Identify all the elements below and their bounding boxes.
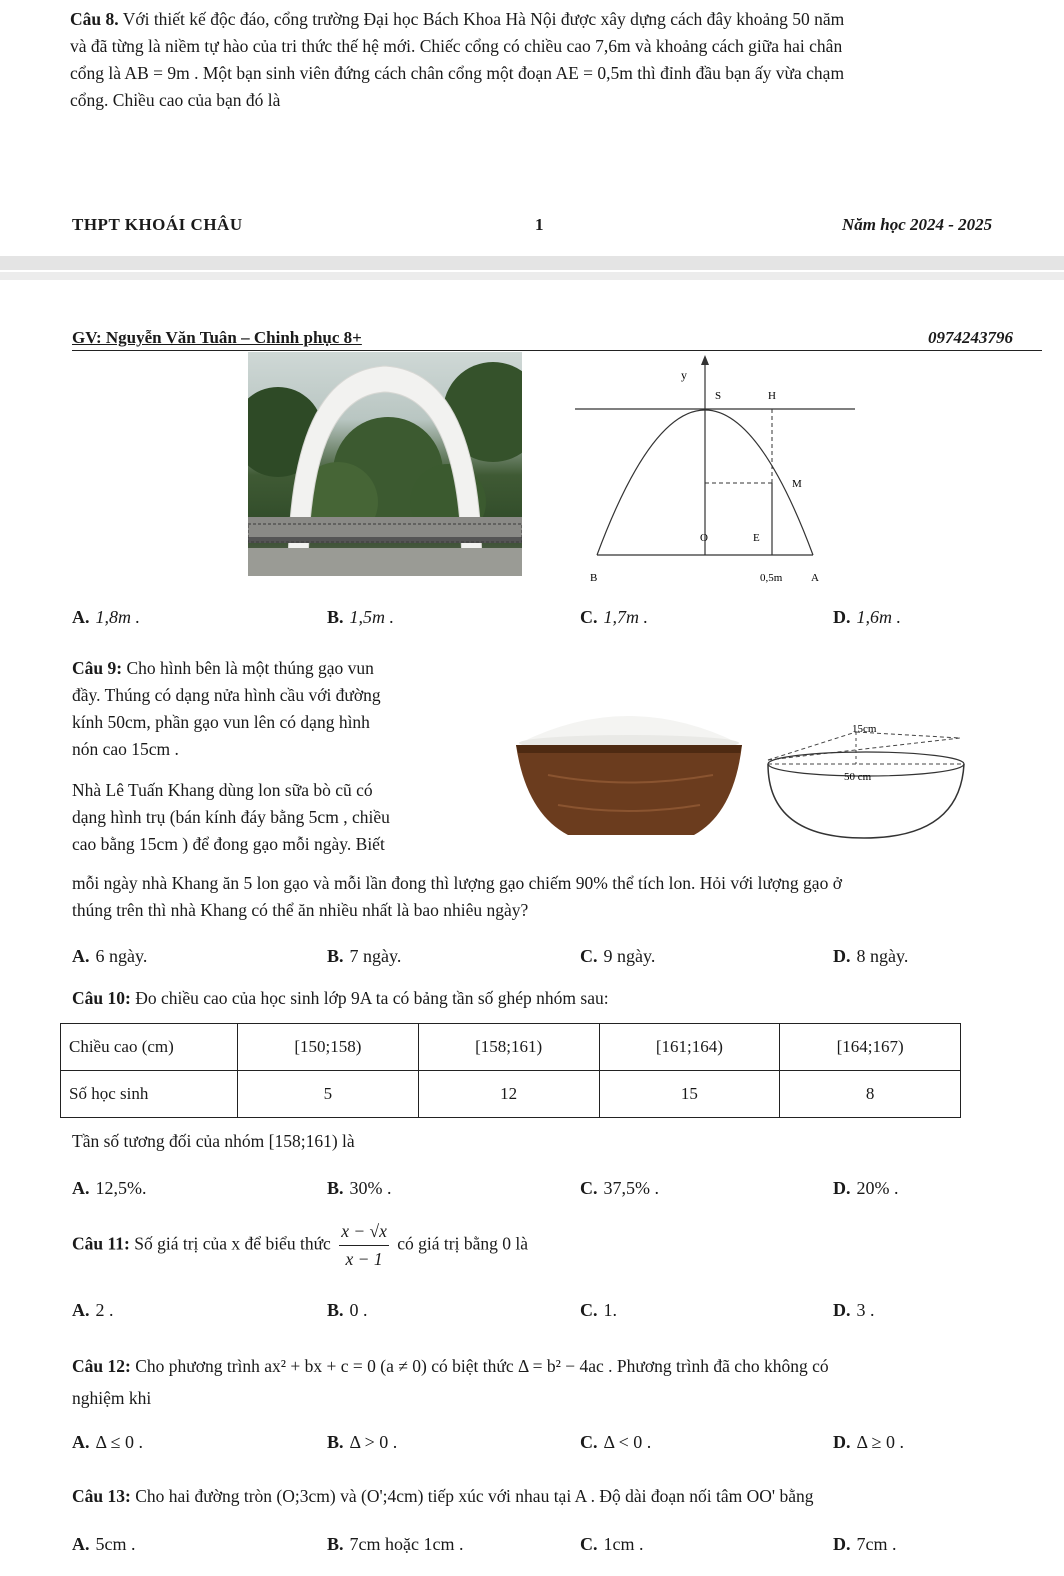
question-12: Câu 12: Cho phương trình ax² + bx + c = 0 (a ≠ 0) có biệt thức Δ = b² − 4ac . Phương trình đã cho không có nghiệm khi <box>72 1356 829 1408</box>
table-cell: Số học sinh <box>61 1071 238 1118</box>
table-cell: Chiều cao (cm) <box>61 1024 238 1071</box>
question-13: Câu 13: Cho hai đường tròn (O;3cm) và (O';4cm) tiếp xúc với nhau tại A . Độ dài đoạn nối tâm OO' bằng <box>72 1486 814 1506</box>
q12-option-a[interactable]: A. Δ ≤ 0 . <box>72 1432 143 1452</box>
question-10: Câu 10: Đo chiều cao của học sinh lớp 9A ta có bảng tần số ghép nhóm sau: <box>72 988 609 1008</box>
parabola-diagram <box>575 355 865 585</box>
q10-option-d[interactable]: D. 20% . <box>833 1178 899 1198</box>
q13-option-c[interactable]: C. 1cm . <box>580 1534 644 1554</box>
question-text-line: và đã từng là niềm tự hào của tri thức thế hệ mới. Chiếc cổng có chiều cao 7,6m và khoảng cách giữa hai chân <box>70 36 843 56</box>
question-9: Câu 9: Cho hình bên là một thúng gạo vun đầy. Thúng có dạng nửa hình cầu với đường kính 50cm, phần gạo vun lên có dạng hình nón cao 15cm . Nhà Lê Tuấn Khang dùng lon sữa bò cũ có dạng hình trụ (bán kính đáy bằng 5cm , chiều cao bằng 15cm ) để đong gạo mỗi ngày. Biết <box>72 658 390 854</box>
header-rule <box>72 350 1042 351</box>
q11-option-b[interactable]: B. 0 . <box>327 1300 368 1320</box>
question-label: Câu 9: <box>72 658 123 678</box>
basket-bowl <box>516 745 742 835</box>
q8-option-d[interactable]: D. 1,6m . <box>833 607 901 627</box>
label-e: E <box>753 532 760 544</box>
table-cell: 5 <box>238 1071 419 1118</box>
q13-option-a[interactable]: A. 5cm . <box>72 1534 136 1554</box>
footer-page-number: 1 <box>535 215 544 234</box>
q13-option-d[interactable]: D. 7cm . <box>833 1534 897 1554</box>
label-b: B <box>590 572 598 584</box>
footer-year: Năm học 2024 - 2025 <box>842 215 993 234</box>
q11-option-d[interactable]: D. 3 . <box>833 1300 875 1320</box>
fraction-denominator: x − 1 <box>345 1249 383 1269</box>
question-label: Câu 10: <box>72 988 131 1008</box>
label-o: O <box>700 532 708 544</box>
q8-option-c[interactable]: C. 1,7m . <box>580 607 648 627</box>
question-text-line: cổng. Chiều cao của bạn đó là <box>70 90 281 110</box>
fraction <box>339 1218 389 1273</box>
page-separator <box>0 272 1064 280</box>
question-label: Câu 11: <box>72 1233 130 1254</box>
question-label: Câu 12: <box>72 1356 131 1376</box>
label-y: y <box>681 368 687 382</box>
table-cell: 15 <box>599 1071 780 1118</box>
page-separator <box>0 256 1064 270</box>
label-15cm: 15cm <box>852 723 877 735</box>
q9-option-c[interactable]: C. 9 ngày. <box>580 946 656 966</box>
table-cell: [158;161) <box>418 1024 599 1071</box>
q11-option-a[interactable]: A. 2 . <box>72 1300 114 1320</box>
q11-option-c[interactable]: C. 1. <box>580 1300 617 1320</box>
question-label: Câu 8. <box>70 9 119 29</box>
table-cell: [150;158) <box>238 1024 419 1071</box>
table-cell: [164;167) <box>780 1024 961 1071</box>
q8-option-b[interactable]: B. 1,5m . <box>327 607 395 627</box>
q8-option-a[interactable]: A. 1,8m . <box>72 607 140 627</box>
table-cell: [161;164) <box>599 1024 780 1071</box>
question-label: Câu 13: <box>72 1486 131 1506</box>
q13-option-b[interactable]: B. 7cm hoặc 1cm . <box>327 1534 464 1554</box>
question-10-ask: Tần số tương đối của nhóm [158;161) là <box>72 1131 355 1151</box>
table-cell: 12 <box>418 1071 599 1118</box>
q12-option-d[interactable]: D. Δ ≥ 0 . <box>833 1432 904 1452</box>
q9-option-a[interactable]: A. 6 ngày. <box>72 946 148 966</box>
q10-option-b[interactable]: B. 30% . <box>327 1178 392 1198</box>
question-9-continued: mỗi ngày nhà Khang ăn 5 lon gạo và mỗi lần đong thì lượng gạo chiếm 90% thể tích lon. Hỏi với lượng gạo ở thúng trên thì nhà Khang có thể ăn nhiều nhất là bao nhiêu ngày? <box>72 873 842 920</box>
label-50cm: 50 cm <box>844 771 872 783</box>
label-m: M <box>792 478 802 490</box>
hemisphere-figure <box>760 720 975 840</box>
label-s: S <box>715 390 722 402</box>
header-teacher: GV: Nguyễn Văn Tuân – Chinh phục 8+ <box>72 328 362 347</box>
fraction-numerator: x − √x <box>339 1218 389 1246</box>
question-text-line: Với thiết kế độc đáo, cổng trường Đại học Bách Khoa Hà Nội được xây dựng cách đây khoảng 50 năm <box>122 9 845 29</box>
q12-option-b[interactable]: B. Δ > 0 . <box>327 1432 398 1452</box>
table-row <box>61 1024 961 1071</box>
label-a: A <box>811 572 819 584</box>
q10-option-c[interactable]: C. 37,5% . <box>580 1178 659 1198</box>
label-h: H <box>768 390 776 402</box>
table-cell: 8 <box>780 1071 961 1118</box>
question-11: Câu 11: Số giá trị của x để biểu thức $\frac{x - √x}{x - 1}$ có giá trị bằng 0 là <box>72 1218 1042 1273</box>
q9-option-b[interactable]: B. 7 ngày. <box>327 946 402 966</box>
rice-basket-photo <box>508 695 748 845</box>
q12-option-c[interactable]: C. Δ < 0 . <box>580 1432 652 1452</box>
gate-photo <box>248 352 522 576</box>
label-distance: 0,5m <box>760 572 783 584</box>
header-phone: 0974243796 <box>928 328 1013 347</box>
y-arrow <box>701 355 709 365</box>
footer-school: THPT KHOÁI CHÂU <box>72 215 243 234</box>
table-row <box>61 1071 961 1118</box>
question-8 <box>70 6 1040 114</box>
question-text-line: cổng là AB = 9m . Một bạn sinh viên đứng cách chân cổng một đoạn AE = 0,5m thì đỉnh đầu bạn ấy vừa chạm <box>70 63 845 83</box>
frequency-table <box>60 1023 961 1118</box>
q9-option-d[interactable]: D. 8 ngày. <box>833 946 909 966</box>
q10-option-a[interactable]: A. 12,5%. <box>72 1178 147 1198</box>
